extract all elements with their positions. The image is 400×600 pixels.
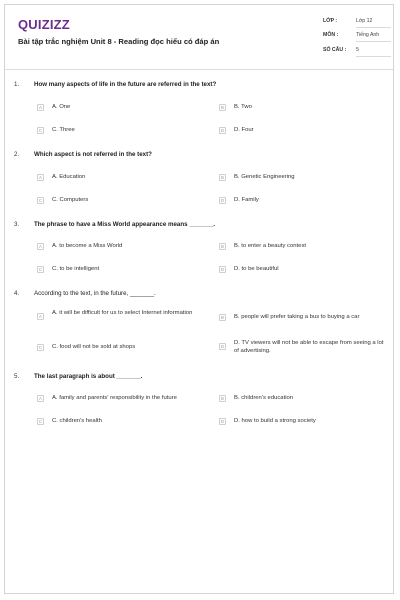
option-b[interactable]	[219, 173, 389, 185]
option-letter-box: D	[220, 267, 225, 272]
option-text: A. One	[52, 104, 71, 110]
meta-class-underline	[356, 27, 391, 28]
meta-subject-value: Tiếng Anh	[356, 32, 380, 38]
question-text: According to the text, in the future, _______.	[34, 290, 156, 297]
option-letter-box: A	[37, 174, 44, 181]
option-text: B. children's education	[234, 395, 294, 401]
option-d[interactable]	[219, 196, 389, 208]
question-text: Which aspect is not referred in the text?	[34, 151, 152, 158]
meta-subject-underline	[356, 41, 391, 42]
question-number: 5.	[14, 373, 20, 380]
option-c[interactable]	[37, 417, 197, 429]
option-c[interactable]	[37, 343, 197, 355]
option-letter-box: A	[37, 395, 44, 402]
option-b[interactable]	[219, 242, 389, 254]
question-text: The phrase to have a Miss World appearance means _______.	[34, 221, 216, 228]
option-text: D. Four	[234, 127, 254, 133]
option-text: B. to enter a beauty contest	[234, 243, 307, 249]
option-text: C. Three	[52, 127, 75, 133]
option-text: A. it will be difficult for us to select Internet information	[52, 310, 193, 316]
option-letter-box: B	[219, 174, 226, 181]
option-text: A. family and parents' responsibility in the future	[52, 395, 177, 401]
meta-subject	[323, 32, 391, 45]
option-d[interactable]	[219, 126, 389, 138]
option-b[interactable]	[219, 103, 389, 115]
header-divider	[5, 69, 393, 70]
option-b[interactable]	[219, 394, 389, 406]
option-letter-box: B	[219, 395, 226, 402]
meta-class-value: Lớp 12	[356, 18, 373, 24]
option-letter-box: D	[220, 419, 225, 424]
option-d[interactable]	[219, 265, 389, 277]
option-letter-box: D	[220, 128, 225, 133]
option-text: C. to be intelligent	[52, 266, 100, 272]
question-number: 3.	[14, 221, 20, 228]
option-letter-box: A	[37, 243, 44, 250]
option-text: B. Two	[234, 104, 252, 110]
option-letter-box: C	[38, 128, 43, 133]
question-text: The last paragraph is about _______.	[34, 373, 143, 380]
option-b[interactable]	[219, 313, 389, 325]
question-text: How many aspects of life in the future are referred in the text?	[34, 81, 217, 88]
option-text: C. Computers	[52, 197, 89, 203]
option-text: D. TV viewers will not be able to escape from seeing a lot of advertising.	[234, 340, 384, 354]
worksheet-page	[4, 4, 394, 594]
option-a[interactable]	[37, 394, 197, 406]
option-text: C. food will not be sold at shops	[52, 344, 136, 350]
option-letter-box: B	[219, 243, 226, 250]
quizizz-logo: QUIZIZZ	[18, 17, 70, 32]
meta-count-label: SỐ CÂU :	[323, 47, 347, 53]
option-c[interactable]	[37, 126, 197, 138]
meta-count	[323, 47, 391, 60]
option-text: A. Education	[52, 174, 86, 180]
question-number: 2.	[14, 151, 20, 158]
question-number: 1.	[14, 81, 20, 88]
option-letter-box: A	[37, 104, 44, 111]
meta-count-underline	[356, 56, 391, 57]
meta-class	[323, 18, 391, 31]
option-c[interactable]	[37, 196, 197, 208]
worksheet-title: Bài tập trắc nghiệm Unit 8 - Reading đọc hiểu có đáp án	[18, 37, 220, 46]
option-letter-box: C	[38, 198, 43, 203]
option-text: B. people will prefer taking a bus to buying a car	[234, 314, 360, 320]
option-a[interactable]	[37, 173, 197, 185]
option-letter-box: C	[38, 267, 43, 272]
option-letter-box: D	[220, 198, 225, 203]
option-letter-box: A	[37, 313, 44, 320]
option-a[interactable]	[37, 242, 197, 254]
option-d[interactable]	[219, 417, 389, 429]
question-number: 4.	[14, 290, 20, 297]
option-text: D. to be beautiful	[234, 266, 279, 272]
option-letter-box: B	[219, 314, 226, 321]
option-letter-box: D	[220, 344, 225, 349]
option-a[interactable]	[37, 103, 197, 115]
meta-count-value: 5	[356, 47, 359, 53]
option-d[interactable]	[219, 339, 389, 359]
option-text: D. Family	[234, 197, 259, 203]
option-a[interactable]	[37, 309, 197, 329]
option-letter-box: C	[38, 419, 43, 424]
option-letter-box: C	[38, 345, 43, 350]
option-text: D. how to build a strong society	[234, 418, 316, 424]
meta-subject-label: MÔN :	[323, 32, 339, 38]
option-text: C. children's health	[52, 418, 102, 424]
option-letter-box: B	[219, 104, 226, 111]
option-text: A. to become a Miss World	[52, 243, 123, 249]
option-c[interactable]	[37, 265, 197, 277]
option-text: B. Genetic Engineering	[234, 174, 295, 180]
meta-class-label: LỚP :	[323, 18, 338, 24]
